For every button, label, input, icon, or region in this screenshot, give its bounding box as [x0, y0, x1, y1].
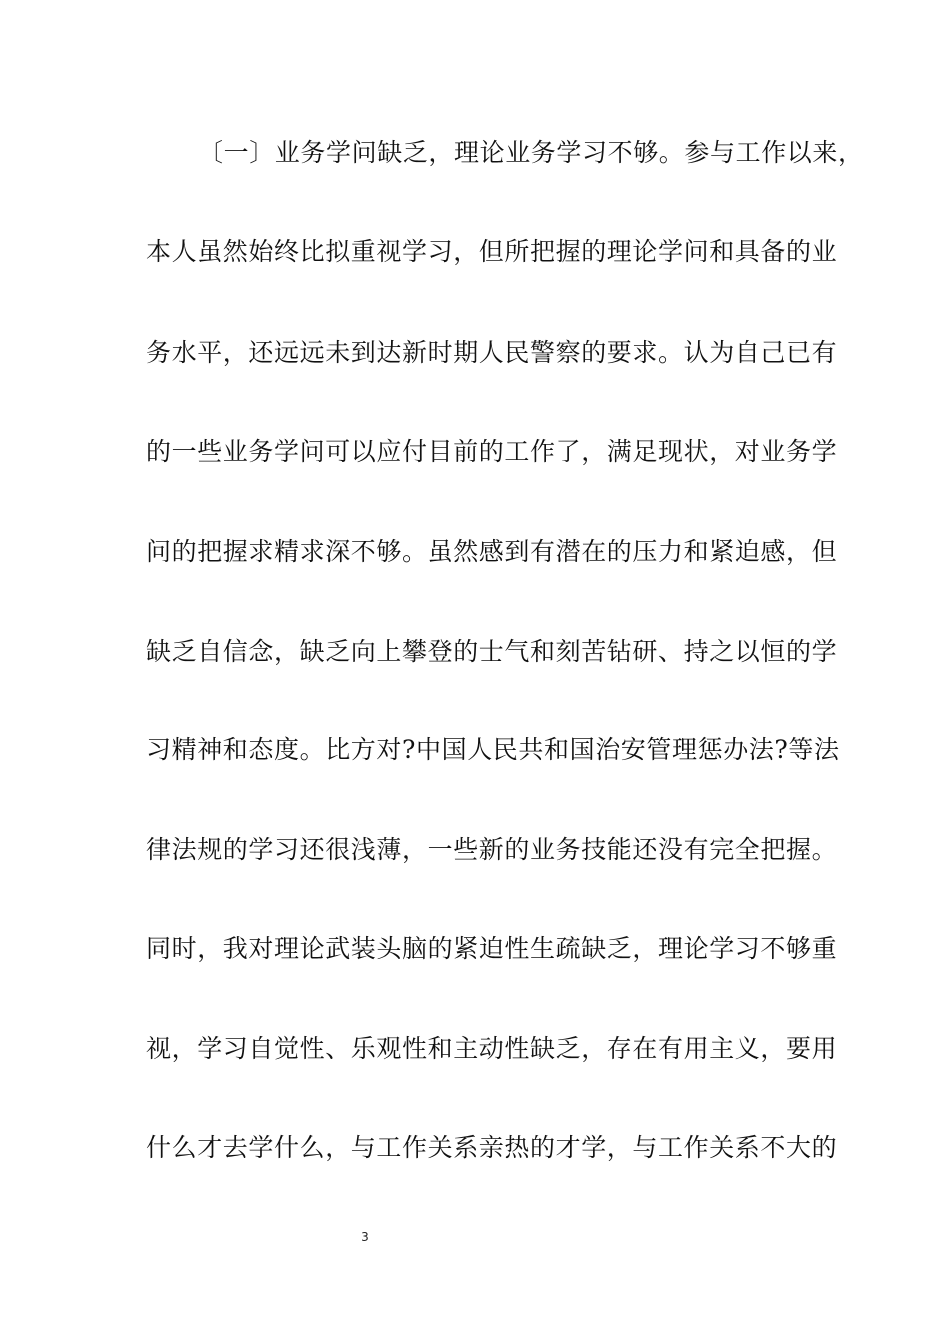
paragraph-line: 律法规的学习还很浅薄，一些新的业务技能还没有完全把握。	[146, 835, 838, 864]
paragraph-line: 本人虽然始终比拟重视学习，但所把握的理论学问和具备的业	[146, 237, 838, 266]
paragraph-line: 的一些业务学问可以应付目前的工作了，满足现状，对业务学	[146, 437, 838, 466]
paragraph-line: 务水平，还远远未到达新时期人民警察的要求。认为自己已有	[146, 338, 838, 367]
page-number: 3	[361, 1230, 369, 1244]
paragraph-line: 缺乏自信念，缺乏向上攀登的士气和刻苦钻研、持之以恒的学	[146, 637, 838, 666]
paragraph-line: 视，学习自觉性、乐观性和主动性缺乏，存在有用主义，要用	[146, 1034, 838, 1063]
paragraph-line: 〔一〕业务学问缺乏，理论业务学习不够。参与工作以来，	[198, 138, 864, 167]
paragraph-line: 同时，我对理论武装头脑的紧迫性生疏缺乏，理论学习不够重	[146, 934, 838, 963]
paragraph-line: 什么才去学什么，与工作关系亲热的才学，与工作关系不大的	[146, 1133, 838, 1162]
paragraph-line: 习精神和态度。比方对?中国人民共和国治安管理惩办法?等法	[146, 735, 840, 764]
paragraph-line: 问的把握求精求深不够。虽然感到有潜在的压力和紧迫感，但	[146, 537, 838, 566]
